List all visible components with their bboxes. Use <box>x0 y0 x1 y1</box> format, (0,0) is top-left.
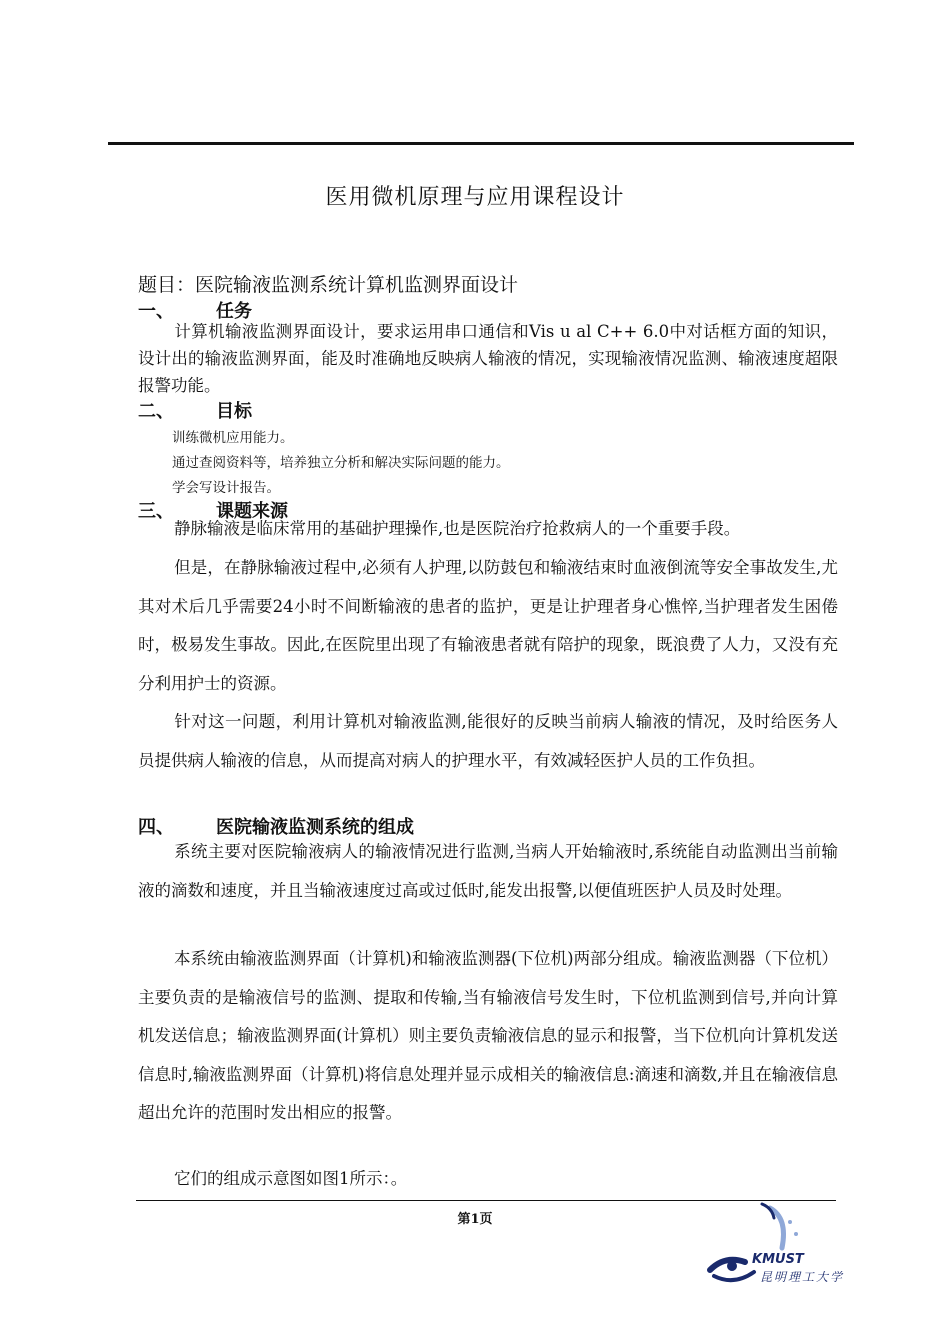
paragraph-text: 本系统由输液监测界面（计算机)和输液监测器(下位机)两部分组成。输液监测器（下位机）主要负责的是输液信号的监测、提取和传输,当有输液信号发生时，下位机监测到信号,并向计算机发送信息；输液监测界面(计算机）则主要负责输液信息的显示和报警，当下位机向计算机发送信息时,输液监测界面（计算机)将信息处理并显示成相关的输液信息:滴速和滴数,并且在输液信息超出允许的范围时发出相应的报警。 <box>138 949 838 1122</box>
composition-paragraph <box>138 1160 838 1199</box>
section-title: 医院输液监测系统的组成 <box>216 817 414 838</box>
paragraph-text: 针对这一问题，利用计算机对输液监测,能很好的反映当前病人输液的情况，及时给医务人员提供病人输液的信息，从而提高对病人的护理水平，有效减轻医护人员的工作负担。 <box>138 712 838 770</box>
task-paragraph <box>138 318 838 399</box>
document-subject: 题目：医院输液监测系统计算机监测界面设计 <box>138 274 519 296</box>
source-paragraph <box>138 549 838 703</box>
section-number: 二、 <box>138 401 174 422</box>
logo-text-cn: 昆明理工大学 <box>760 1270 845 1284</box>
composition-paragraph <box>138 833 838 910</box>
header-rule <box>108 142 854 145</box>
source-paragraph <box>138 703 838 780</box>
section-title: 任务 <box>216 301 252 322</box>
paragraph-text: 它们的组成示意图如图1所示：。 <box>174 1169 408 1188</box>
section-number: 三、 <box>138 501 174 522</box>
paragraph-text: 系统主要对医院输液病人的输液情况进行监测,当病人开始输液时,系统能自动监测出当前输液的滴数和速度，并且当输液速度过高或过低时,能发出报警,以便值班医护人员及时处理。 <box>138 842 838 900</box>
goal-item: 训练微机应用能力。 <box>172 430 294 446</box>
task-text: 计算机输液监测界面设计，要求运用串口通信和Vis u al C++ 6.0中对话框方面的知识，设计出的输液监测界面，能及时准确地反映病人输液的情况，实现输液情况监测、输液速度超限报警功能。 <box>138 322 838 395</box>
source-paragraph <box>138 510 838 549</box>
paragraph-text: 但是，在静脉输液过程中,必须有人护理,以防鼓包和输液结束时血液倒流等安全事故发生,尤其对术后几乎需要24小时不间断输液的患者的监护，更是让护理者身心憔悴,当护理者发生困倦时，极易发生事故。因此,在医院里出现了有输液患者就有陪护的现象，既浪费了人力，又没有充分利用护士的资源。 <box>138 558 838 693</box>
page-number: 第1页 <box>457 1212 493 1227</box>
composition-paragraph <box>138 940 838 1133</box>
goal-item: 通过查阅资料等，培养独立分析和解决实际问题的能力。 <box>172 455 510 471</box>
goal-item: 学会写设计报告。 <box>172 480 280 496</box>
section-number: 四、 <box>138 817 174 838</box>
paragraph-text: 静脉输液是临床常用的基础护理操作,也是医院治疗抢救病人的一个重要手段。 <box>174 519 741 538</box>
document-title: 医用微机原理与应用课程设计 <box>325 185 625 210</box>
section-title: 课题来源 <box>216 501 288 522</box>
section-title: 目标 <box>216 401 252 422</box>
section-heading-goal <box>138 397 252 423</box>
logo-text-en: KMUST <box>752 1252 804 1267</box>
section-number: 一、 <box>138 301 174 322</box>
